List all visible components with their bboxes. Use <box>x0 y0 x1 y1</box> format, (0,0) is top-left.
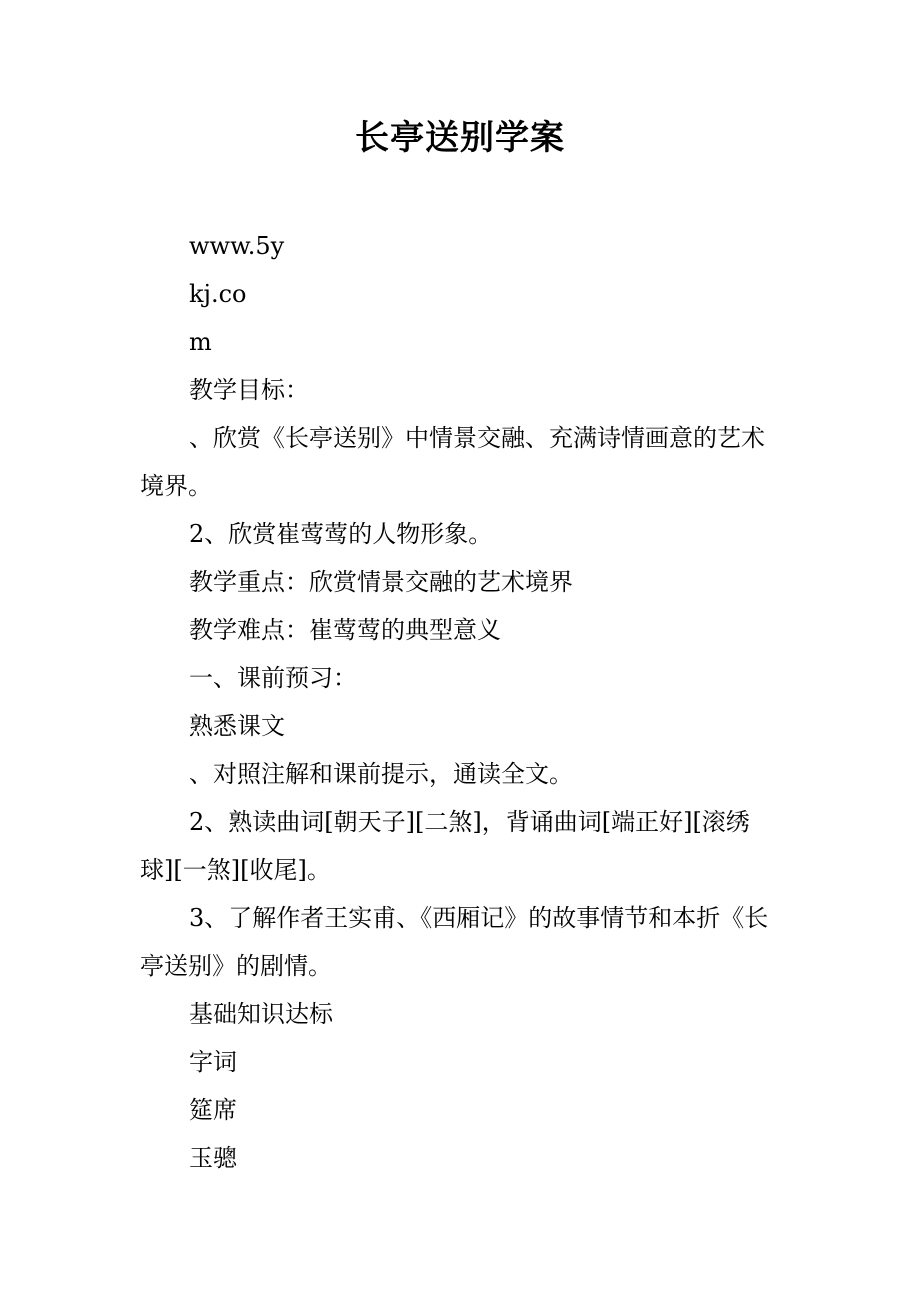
paragraph-line: 教学重点：欣赏情景交融的艺术境界 <box>189 568 573 596</box>
paragraph-line: 玉骢 <box>189 1144 237 1172</box>
paragraph-line: 筵席 <box>189 1096 237 1124</box>
paragraph-line: 3、了解作者王实甫、《西厢记》的故事情节和本折《长 <box>189 904 769 932</box>
section-heading-basic-knowledge: 基础知识达标 <box>189 1000 333 1028</box>
url-fragment-line-2: kj.co <box>189 280 247 308</box>
url-fragment-line-1: www.5y <box>189 232 285 260</box>
paragraph-line: 亭送别》的剧情。 <box>140 952 332 980</box>
paragraph-line: 、欣赏《长亭送别》中情景交融、充满诗情画意的艺术 <box>189 424 765 452</box>
paragraph-line: 熟悉课文 <box>189 712 285 740</box>
section-heading-teaching-goals: 教学目标： <box>189 376 309 404</box>
url-fragment-line-3: m <box>189 328 212 356</box>
paragraph-line: 、对照注解和课前提示，通读全文。 <box>189 760 573 788</box>
paragraph-line: 字词 <box>189 1048 237 1076</box>
section-heading-preview: 一、课前预习： <box>189 664 357 692</box>
paragraph-line: 球][一煞][收尾]。 <box>140 856 331 884</box>
paragraph-line: 境界。 <box>140 472 212 500</box>
paragraph-line: 教学难点：崔莺莺的典型意义 <box>189 616 501 644</box>
document-title: 长亭送别学案 <box>355 118 565 158</box>
paragraph-line: 2、熟读曲词[朝天子][二煞]，背诵曲词[端正好][滚绣 <box>189 808 750 836</box>
paragraph-line: 2、欣赏崔莺莺的人物形象。 <box>189 520 493 548</box>
